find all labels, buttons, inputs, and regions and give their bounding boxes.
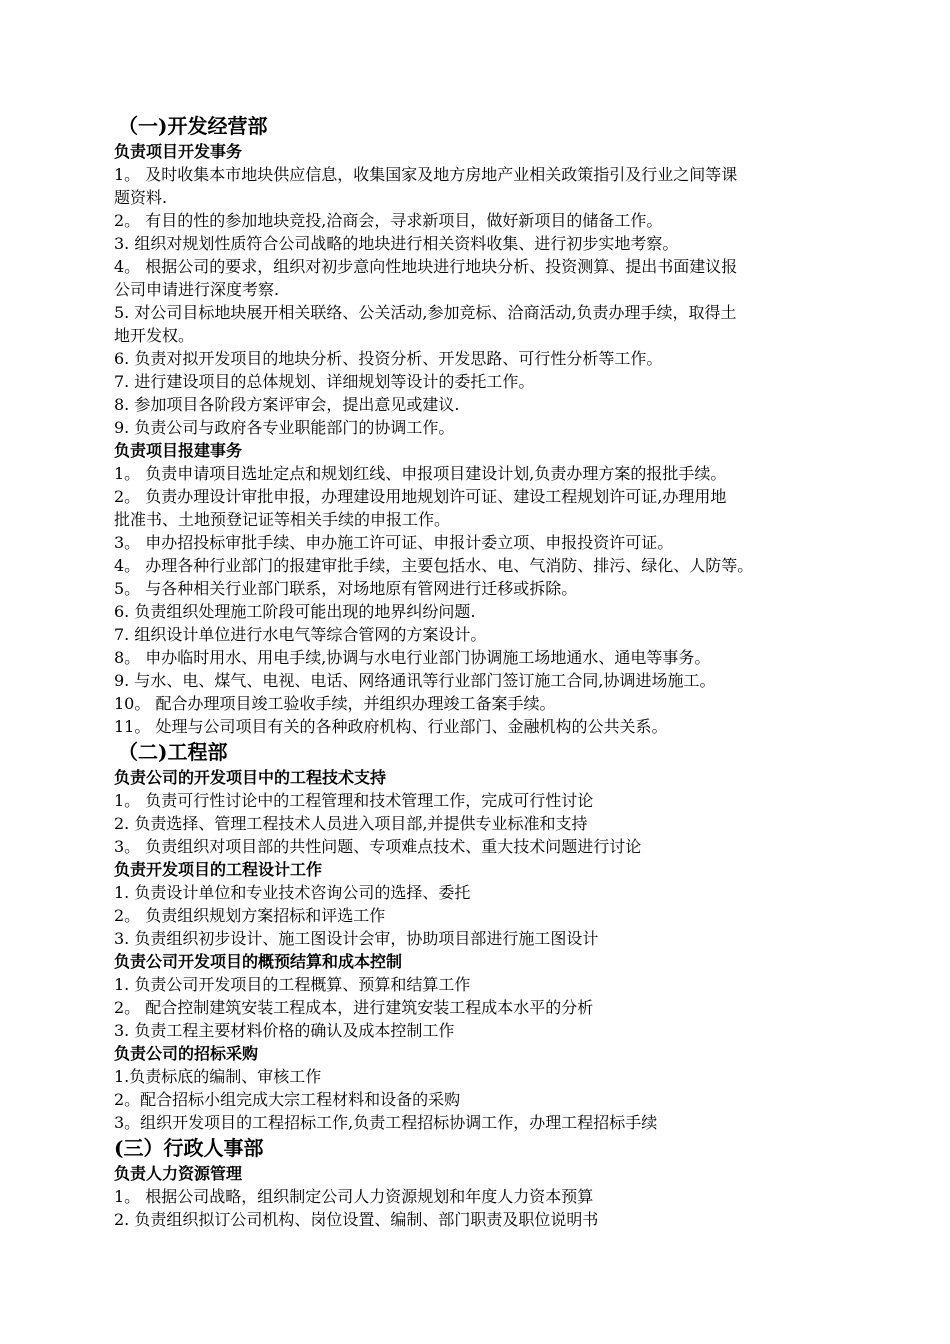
list-item-line: 5。 与各种相关行业部门联系，对场地原有管网进行迁移或拆除。	[114, 579, 578, 598]
group-heading: 负责人力资源管理	[114, 1164, 243, 1183]
list-item-line: 6. 负责对拟开发项目的地块分析、投资分析、开发思路、可行性分析等工作。	[114, 349, 663, 368]
list-item-line: 2。 有目的性的参加地块竞投,洽商会，寻求新项目，做好新项目的储备工作。	[114, 211, 663, 230]
list-item-line: 1.负责标底的编制、审核工作	[114, 1067, 322, 1086]
list-item-line: 1。 根据公司战略，组织制定公司人力资源规划和年度人力资本预算	[114, 1187, 594, 1206]
list-item-line: 10。 配合办理项目竣工验收手续，并组织办理竣工备案手续。	[114, 694, 556, 713]
group-heading: 负责公司的开发项目中的工程技术支持	[114, 768, 387, 787]
list-item-line: 1。 及时收集本市地块供应信息，收集国家及地方房地产业相关政策指引及行业之间等课	[114, 165, 738, 184]
list-item-line: 3. 组织对规划性质符合公司战略的地块进行相关资料收集、进行初步实地考察。	[114, 234, 679, 253]
list-item-line: 9. 与水、电、煤气、电视、电话、网络通讯等行业部门签订施工合同,协调进场施工。	[114, 671, 716, 690]
group-heading: 负责项目开发事务	[114, 142, 243, 161]
list-item-line: 3. 负责组织初步设计、施工图设计会审，协助项目部进行施工图设计	[114, 929, 599, 948]
list-item-line: 4。 办理各种行业部门的报建审批手续，主要包括水、电、气消防、排污、绿化、人防等。	[114, 556, 754, 575]
list-item-line: 2. 负责组织拟订公司机构、岗位设置、编制、部门职责及职位说明书	[114, 1210, 599, 1229]
document-page	[114, 112, 874, 1231]
list-item-line: 3。 负责组织对项目部的共性问题、专项难点技术、重大技术问题进行讨论	[114, 837, 642, 856]
list-item-line: 5. 对公司目标地块展开相关联络、公关活动,参加竞标、洽商活动,负责办理手续，取得土	[114, 303, 737, 322]
group-heading: 负责开发项目的工程设计工作	[114, 860, 323, 879]
list-item-line: 2。 配合控制建筑安装工程成本，进行建筑安装工程成本水平的分析	[114, 998, 594, 1017]
list-item-line: 3。 申办招投标审批手续、申办施工许可证、申报计委立项、申报投资许可证。	[114, 533, 674, 552]
list-item-line: 4。 根据公司的要求，组织对初步意向性地块进行地块分析、投资测算、提出书面建议报	[114, 257, 738, 276]
group-heading: 负责公司开发项目的概预结算和成本控制	[114, 952, 403, 971]
list-item-line: 1。 负责可行性讨论中的工程管理和技术管理工作，完成可行性讨论	[114, 791, 594, 810]
list-item-line: 2。 负责组织规划方案招标和评选工作	[114, 906, 386, 925]
group-heading: 负责项目报建事务	[114, 441, 243, 460]
section-title: （二)工程部	[118, 740, 228, 764]
list-item-line: 地开发权。	[114, 326, 195, 345]
section-title: （一)开发经营部	[118, 114, 268, 138]
section-title: (三）行政人事部	[114, 1136, 264, 1160]
list-item-line: 2。配合招标小组完成大宗工程材料和设备的采购	[114, 1090, 461, 1109]
list-item-line: 3。组织开发项目的工程招标工作,负责工程招标协调工作，办理工程招标手续	[114, 1113, 658, 1132]
list-item-line: 题资料.	[114, 188, 168, 207]
group-heading: 负责公司的招标采购	[114, 1044, 259, 1063]
list-item-line: 1。 负责申请项目选址定点和规划红线、申报项目建设计划,负责办理方案的报批手续。	[114, 464, 727, 483]
list-item-line: 9. 负责公司与政府各专业职能部门的协调工作。	[114, 418, 455, 437]
list-item-line: 2。 负责办理设计审批申报，办理建设用地规划许可证、建设工程规划许可证,办理用地	[114, 487, 727, 506]
list-item-line: 8。 申办临时用水、用电手续,协调与水电行业部门协调施工场地通水、通电等事务。	[114, 648, 711, 667]
list-item-line: 3. 负责工程主要材料价格的确认及成本控制工作	[114, 1021, 455, 1040]
list-item-line: 公司申请进行深度考察.	[114, 280, 280, 299]
list-item-line: 6. 负责组织处理施工阶段可能出现的地界纠纷问题.	[114, 602, 476, 621]
list-item-line: 1. 负责设计单位和专业技术咨询公司的选择、委托	[114, 883, 471, 902]
list-item-line: 7. 进行建设项目的总体规划、详细规划等设计的委托工作。	[114, 372, 535, 391]
list-item-line: 2. 负责选择、管理工程技术人员进入项目部,并提供专业标准和支持	[114, 814, 588, 833]
list-item-line: 8. 参加项目各阶段方案评审会，提出意见或建议.	[114, 395, 460, 414]
list-item-line: 1. 负责公司开发项目的工程概算、预算和结算工作	[114, 975, 471, 994]
list-item-line: 批准书、土地预登记证等相关手续的申报工作。	[114, 510, 451, 529]
list-item-line: 7. 组织设计单位进行水电气等综合管网的方案设计。	[114, 625, 487, 644]
list-item-line: 11。 处理与公司项目有关的各种政府机构、行业部门、金融机构的公共关系。	[114, 717, 668, 736]
